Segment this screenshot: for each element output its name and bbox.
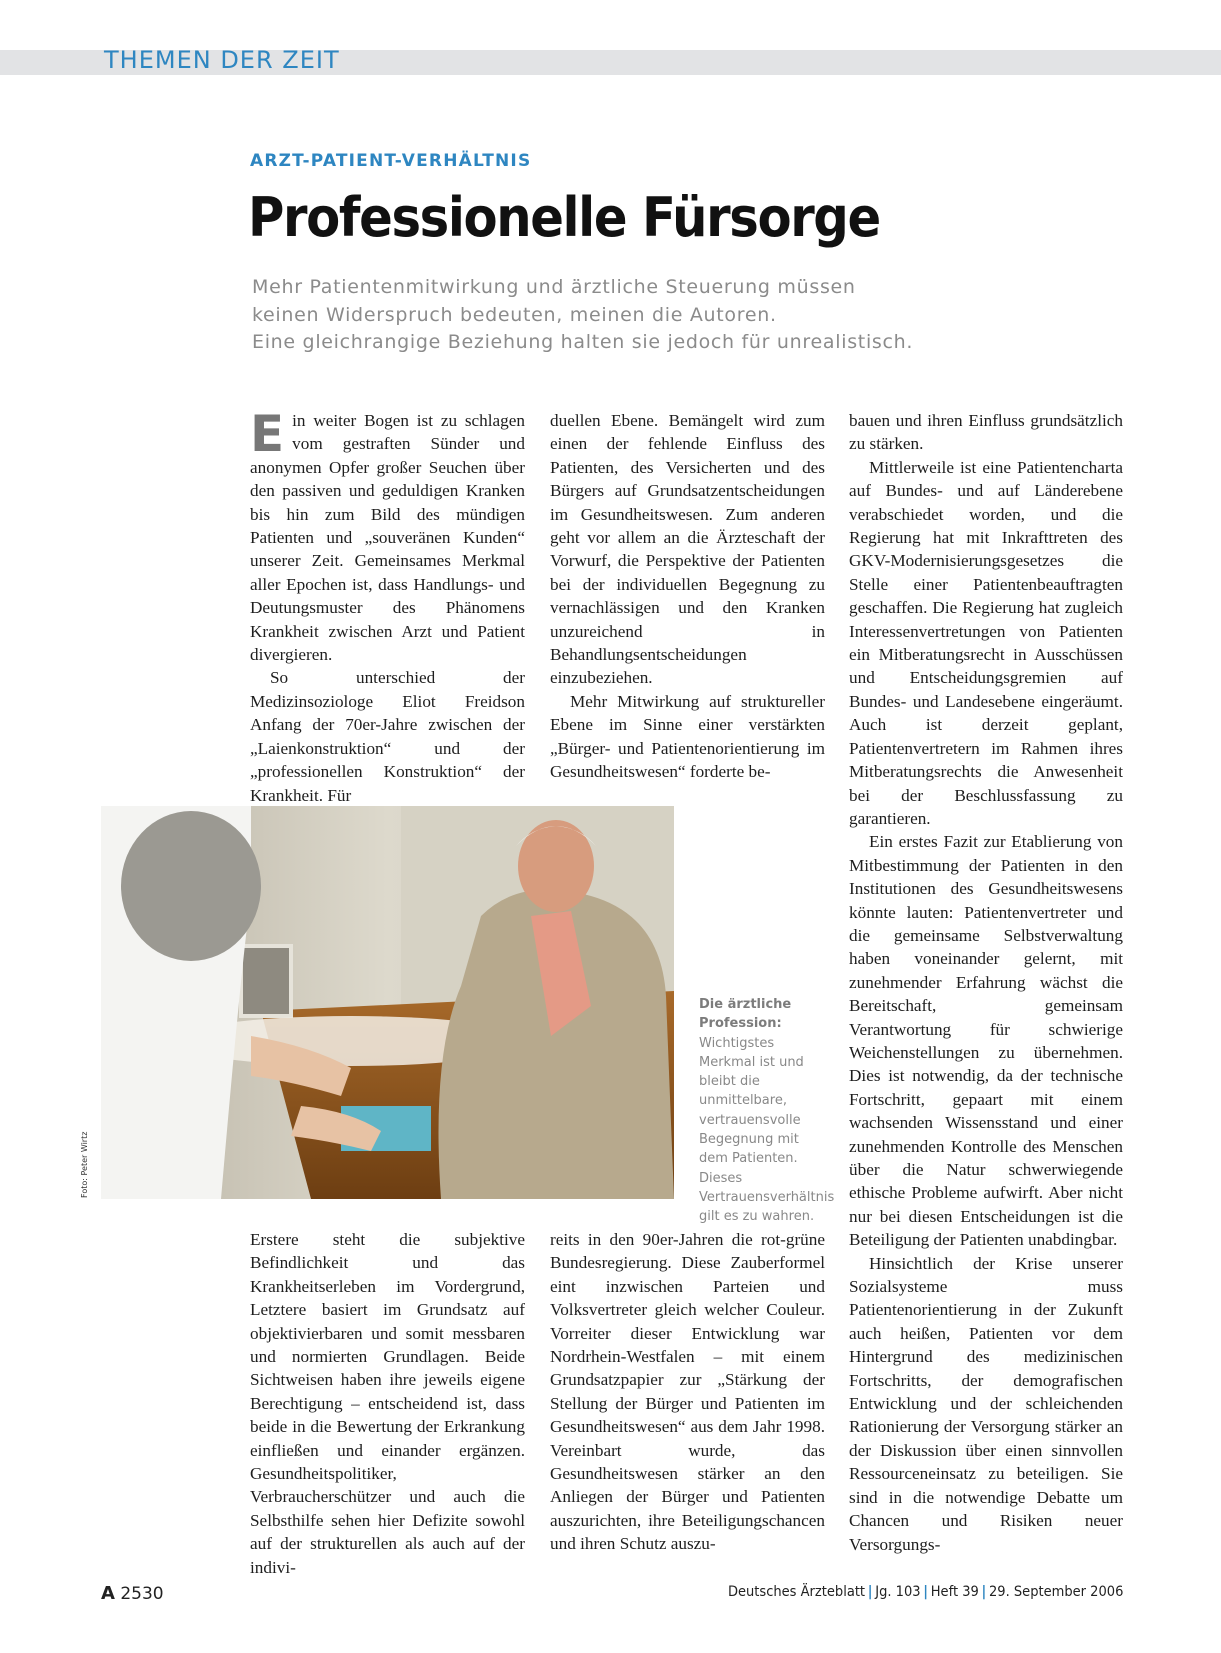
column-2-top xyxy=(550,409,825,784)
column-1-bottom xyxy=(250,1228,525,1579)
column-2-bottom xyxy=(550,1228,825,1556)
article-photo xyxy=(101,806,674,1199)
page-prefix: A xyxy=(101,1583,115,1604)
journal-footer xyxy=(728,1584,1123,1600)
paragraph: Erstere steht die subjektive Befindlichkeit und das Krankheitserleben im Vordergrund, Letztere basiert im Grundsatz auf objektivierbaren und somit messbaren und normierten Grundlagen. Beide Sichtweisen haben ihre jeweils eigene Berechtigung – entscheidend ist, dass beide in die Bewertung der Erkrankung einfließen und einander ergänzen. Gesundheitspolitiker, Verbraucherschützer und auch die Selbsthilfe sehen hier Defizite sowohl auf der strukturellen als auch auf der indivi- xyxy=(250,1230,525,1577)
journal-name: Deutsches Ärzteblatt xyxy=(727,1584,865,1600)
article-subtitle xyxy=(252,274,992,357)
paragraph: reits in den 90er-Jahren die rot-grüne Bundesregierung. Diese Zauberformel eint inzwischen Parteien und Volksvertreter gleich welcher Couleur. Vorreiter dieser Entwicklung war Nordrhein-Westfalen – mit einem Grundsatzpapier zur „Stärkung der Stellung der Bürger und Patienten im Gesundheitswesen“ aus dem Jahr 1998. Vereinbart wurde, das Gesundheitswesen stärker an den Anliegen der Bürger und Patienten auszurichten, ihre Beteiligungschancen und ihren Schutz auszu- xyxy=(550,1230,825,1554)
photo-caption xyxy=(699,995,835,1227)
paragraph: Mehr Mitwirkung auf struktureller Ebene im Sinne einer verstärkten „Bürger- und Patientenorientierung im Gesundheitswesen“ forderte be- xyxy=(550,691,825,782)
caption-title: Die ärztliche Profession: xyxy=(699,997,792,1032)
drop-cap: E xyxy=(250,405,285,463)
photo-credit: Foto: Peter Wirtz xyxy=(80,1131,89,1198)
paragraph: So unterschied der Medizinsoziologe Eliot Freidson Anfang der 70er-Jahre zwischen der „Laienkonstruktion“ und der „professionellen Konstruktion“ der Krankheit. Für xyxy=(250,668,525,805)
journal-date: 29. September 2006 xyxy=(988,1584,1123,1600)
paragraph: Ein erstes Fazit zur Etablierung von Mitbestimmung der Patienten in den Institutionen des Gesundheitswesens könnte lauten: Patientenvertreter und die gemeinsame Selbstverwaltung haben voneinander gelernt, mit zunehmender Erfahrung wächst die Bereitschaft, gemeinsam Verantwortung für schwierige Weichenstellungen zu übernehmen. Dies ist notwendig, da der technische Fortschritt, gepaart mit einem wachsenden Wissensstand und einer zunehmenden Kontrolle des Menschen über die Natur schwerwiegende ethische Probleme aufwirft. Aber nicht nur bei diesen Entscheidungen ist die Beteiligung der Patienten unabdingbar. xyxy=(849,832,1123,1250)
photo-illustration xyxy=(101,806,674,1199)
paragraph: duellen Ebene. Bemängelt wird zum einen der fehlende Einfluss des Patienten, des Versicherten und des Bürgers auf Grundsatzentscheidungen im Gesundheitswesen. Zum anderen geht vor allem an die Ärzteschaft der Vorwurf, die Perspektive der Patienten bei der individuellen Begegnung zu vernachlässigen und den Kranken unzureichend in Behandlungsentscheidungen einzubeziehen. xyxy=(550,411,825,688)
subtitle-line-2: keinen Widerspruch bedeuten, meinen die Autoren. xyxy=(252,303,777,326)
paragraph xyxy=(250,405,525,666)
article-kicker: ARZT-PATIENT-VERHÄLTNIS xyxy=(250,151,532,171)
subtitle-line-1: Mehr Patientenmitwirkung und ärztliche Steuerung müssen xyxy=(252,276,856,298)
page-number xyxy=(101,1583,164,1604)
page-number-value: 2530 xyxy=(120,1584,164,1604)
section-heading: THEMEN DER ZEIT xyxy=(104,46,340,74)
footer-separator: | xyxy=(922,1584,928,1600)
journal-issue: Heft 39 xyxy=(930,1584,979,1600)
column-3 xyxy=(849,409,1123,1556)
journal-volume: Jg. 103 xyxy=(874,1584,921,1600)
paragraph-text: in weiter Bogen ist zu schlagen vom gestraften Sünder und anonymen Opfer großer Seuchen über den passiven und geduldigen Kranken bis hin zum Bild des mündigen Patienten und „souveränen Kunden“ unserer Zeit. Gemeinsames Merkmal aller Epochen ist, dass Handlungs- und Deutungsmuster des Phänomens Krankheit zwischen Arzt und Patient divergieren. xyxy=(250,411,525,665)
footer-separator: | xyxy=(867,1584,873,1600)
article-title: Professionelle Fürsorge xyxy=(248,186,880,249)
column-1-top xyxy=(250,405,525,807)
subtitle-line-3: Eine gleichrangige Beziehung halten sie jedoch für unrealistisch. xyxy=(252,331,914,353)
paragraph: Hinsichtlich der Krise unserer Sozialsysteme muss Patientenorientierung in der Zukunft auch heißen, Patienten vor dem Hintergrund des medizinischen Fortschritts, der demografischen Entwicklung und der schleichenden Rationierung der Versorgung stärker an der Diskussion über einen sinnvollen Ressourceneinsatz zu beteiligen. Sie sind in die notwendige Debatte um Chancen und Risiken neuer Versorgungs- xyxy=(849,1253,1123,1554)
paragraph: Mittlerweile ist eine Patientencharta auf Bundes- und auf Länderebene verabschiedet worden, und die Regierung hat mit Inkrafttreten des GKV-Modernisierungsgesetzes die Stelle einer Patientenbeauftragten geschaffen. Die Regierung hat zugleich Interessenvertretungen von Patienten ein Mitberatungsrecht in Ausschüssen und Entscheidungsgremien auf Bundes- und Landesebene eingeräumt. Auch ist derzeit geplant, Patientenvertretern im Rahmen ihres Mitberatungsrechts die Anwesenheit bei der Beschlussfassung zu garantieren. xyxy=(849,457,1123,828)
paragraph: bauen und ihren Einfluss grundsätzlich zu stärken. xyxy=(849,411,1123,454)
caption-text: Wichtigstes Merkmal ist und bleibt die unmittelbare, vertrauensvolle Begegnung mit dem Patienten. Dieses Vertrauensverhältnis gilt es zu wahren. xyxy=(699,1035,835,1225)
footer-separator: | xyxy=(981,1584,986,1600)
